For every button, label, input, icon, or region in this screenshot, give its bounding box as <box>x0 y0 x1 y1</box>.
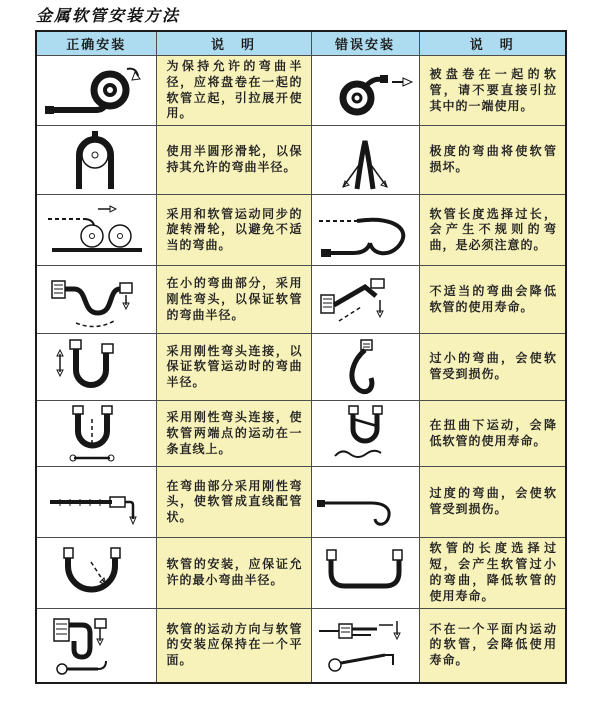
header-description-2: 说 明 <box>419 31 566 56</box>
twisted-u-hose-icon <box>313 403 419 465</box>
table-row <box>36 538 566 608</box>
u-hose-rigid-elbows-icon <box>40 336 152 398</box>
wrong-description: 过小的弯曲，会使软管受到损伤。 <box>419 334 566 401</box>
coiled-hose-pulled-icon <box>315 60 415 122</box>
table-row <box>36 56 566 126</box>
wrong-image-cell <box>311 56 419 126</box>
irregular-loop-hose-icon <box>313 199 419 261</box>
in-plane-trap-hose-icon <box>40 611 152 679</box>
out-of-plane-hoses-icon <box>313 611 419 679</box>
wrong-description: 被盘卷在一起的软管，请不要直接引拉其中的一端使用。 <box>419 56 566 126</box>
table-row <box>36 401 566 467</box>
table-row <box>36 334 566 401</box>
wrong-image-cell <box>311 467 419 538</box>
correct-description: 为保持允许的弯曲半径，应将盘卷在一起的软管立起，引拉展开使用。 <box>156 56 311 126</box>
wrong-image-cell <box>311 334 419 401</box>
too-short-hose-icon <box>313 542 419 604</box>
rigid-elbow-s-curve-icon <box>40 269 152 331</box>
wrong-description: 在扭曲下运动，会降低软管的使用寿命。 <box>419 401 566 467</box>
page-title: 金属软管安装方法 <box>36 6 181 25</box>
wrong-description: 过度的弯曲，会使软管受到损伤。 <box>419 467 566 538</box>
correct-image-cell <box>36 195 156 266</box>
wrong-image-cell <box>311 266 419 334</box>
tight-hook-hose-icon <box>315 336 415 398</box>
correct-description: 采用和软管运动同步的旋转滑轮，以避免不适当的弯曲。 <box>156 195 311 266</box>
improper-angle-bend-icon <box>313 269 419 331</box>
wrong-image-cell <box>311 538 419 608</box>
correct-description: 采用刚性弯头连接，以保证软管运动时的弯曲半径。 <box>156 334 311 401</box>
wrong-image-cell <box>311 608 419 683</box>
table-row <box>36 608 566 683</box>
straight-piping-elbow-icon <box>40 471 152 533</box>
correct-description: 软管的安装，应保证允许的最小弯曲半径。 <box>156 538 311 608</box>
correct-description: 使用半圆形滑轮，以保持其允许的弯曲半径。 <box>156 126 311 195</box>
rotating-rollers-icon <box>40 199 152 261</box>
header-correct-install: 正确安装 <box>36 31 156 56</box>
wrong-image-cell <box>311 126 419 195</box>
table-row <box>36 126 566 195</box>
table-row <box>36 266 566 334</box>
correct-image-cell <box>36 467 156 538</box>
correct-description: 在小的弯曲部分，采用刚性弯头，以保证软管的弯曲半径。 <box>156 266 311 334</box>
installation-method-table <box>35 30 567 684</box>
correct-image-cell <box>36 334 156 401</box>
sharp-fold-hose-icon <box>315 129 415 191</box>
header-row <box>36 31 566 56</box>
correct-image-cell <box>36 266 156 334</box>
correct-image-cell <box>36 608 156 683</box>
correct-image-cell <box>36 126 156 195</box>
header-wrong-install: 错误安装 <box>311 31 419 56</box>
wrong-description: 软管长度选择过长，会产生不规则的弯曲，是必须注意的。 <box>419 195 566 266</box>
table-row <box>36 195 566 266</box>
correct-image-cell <box>36 56 156 126</box>
over-bent-end-hose-icon <box>313 471 419 533</box>
wrong-image-cell <box>311 401 419 467</box>
u-hose-inline-endpoints-icon <box>40 403 152 465</box>
wrong-image-cell <box>311 195 419 266</box>
coiled-hose-unrolled-icon <box>40 60 152 122</box>
pulley-hose-icon <box>40 129 152 191</box>
wrong-description: 不适当的弯曲会降低软管的使用寿命。 <box>419 266 566 334</box>
header-description-1: 说 明 <box>156 31 311 56</box>
correct-image-cell <box>36 401 156 467</box>
correct-description: 采用刚性弯头连接，使软管两端点的运动在一条直线上。 <box>156 401 311 467</box>
min-bend-radius-u-icon <box>40 542 152 604</box>
correct-image-cell <box>36 538 156 608</box>
wrong-description: 软管的长度选择过短，会产生软管过小的弯曲，降低软管的使用寿命。 <box>419 538 566 608</box>
correct-description: 软管的运动方向与软管的安装应保持在一个平面。 <box>156 608 311 683</box>
table-row <box>36 467 566 538</box>
wrong-description: 不在一个平面内运动的软管，会降低使用寿命。 <box>419 608 566 683</box>
correct-description: 在弯曲部分采用刚性弯头，使软管成直线配管状。 <box>156 467 311 538</box>
wrong-description: 极度的弯曲将使软管损坏。 <box>419 126 566 195</box>
